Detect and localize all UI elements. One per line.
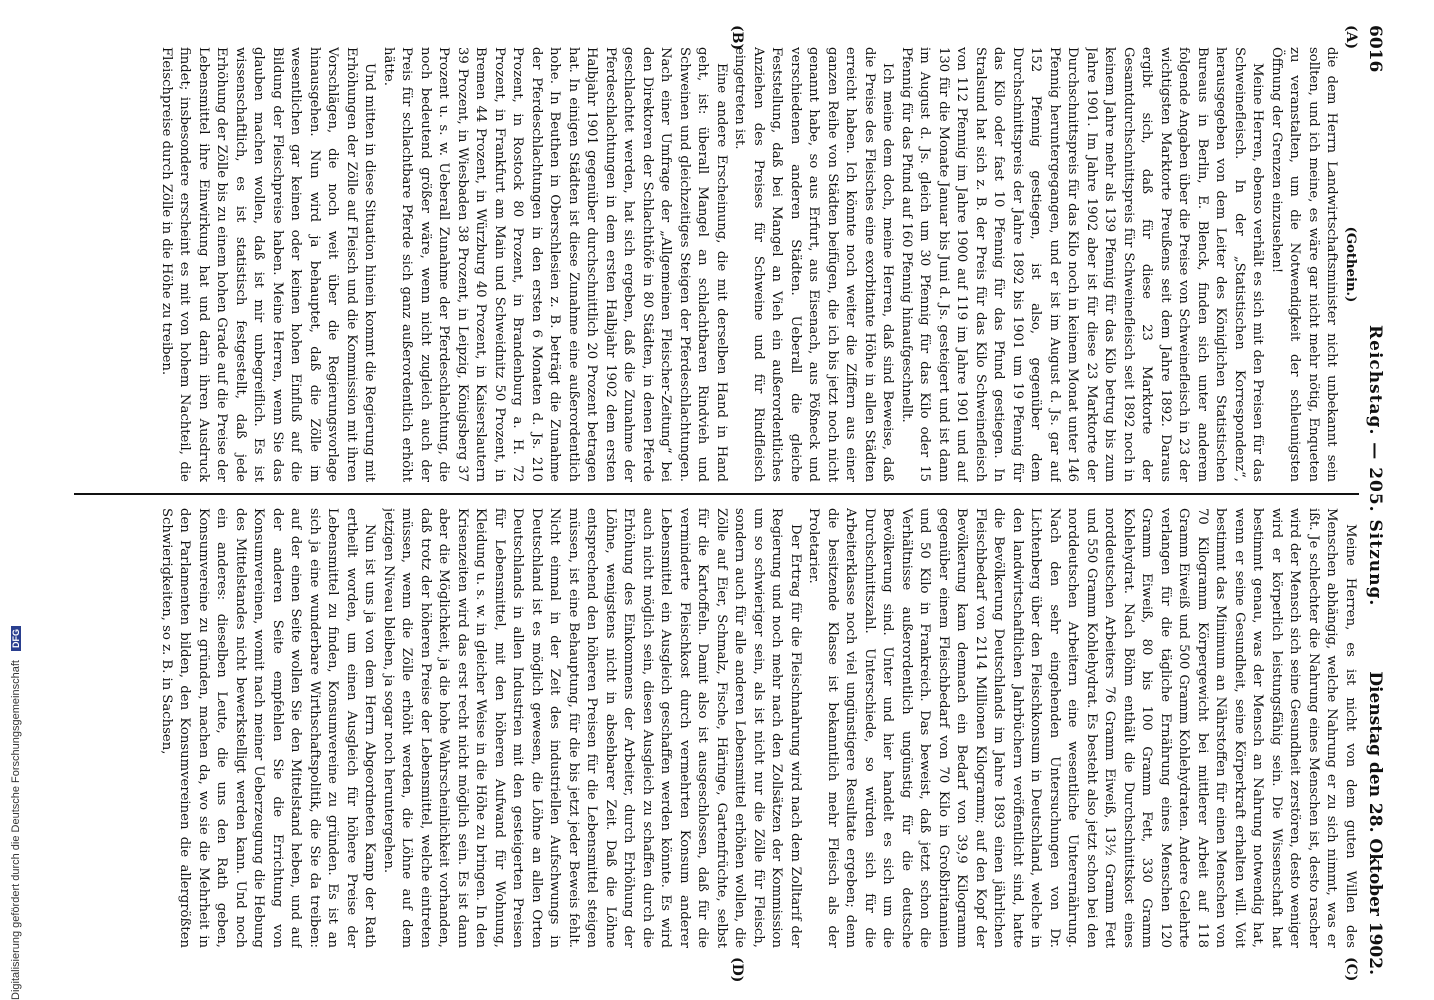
digitization-note-text: Digitalisierung gefördert durch die Deutsche Forschungsgemeinschaft [10,660,22,1000]
paragraph: Eine andere Erscheinung, die mit derselben Hand in Hand geht, ist: überall Mangel an schlachtbaren Rindvieh und Schweinen und gleichzeitiges Steigen der Pferdeschlachtungen. Nach einer Umfrage der „Allgemeinen Fleischer-Zeitung“ bei den Direktoren der Schlachthöfe in 80 Städten, in denen Pferde geschlachtet werden, hat sich ergeben, daß die Zunahme der Pferdeschlachtungen in dem ersten Halbjahr 1902 dem ersten Halbjahr 1901 gegenüber durchschnittlich 20 Prozent betragen hat. In einigen Städten ist diese Zunahme eine außerordentlich hohe. In Beuthen in Oberschlesien z. B. beträgt die Zunahme der Pferdeschlachtungen in den ersten 6 Monaten d. Js. 210 Prozent, in Rostock 80 Prozent, in Brandenburg a. H. 72 Prozent, in Frankfurt am Main und Schweidnitz 50 Prozent, in Bremen 44 Prozent, in Würzburg 40 Prozent, in Kaiserslautern 39 Prozent, in Wiesbaden 38 Prozent, in Leipzig, Königsberg 37 Prozent u. s. w. Ueberall Zunahme der Pferdeschlachtung, die noch bedeutend größer wäre, wenn nicht zugleich auch der Preis für schlachtbare Pferde sich ganz außerordentlich erhöht hätte. [381,47,729,482]
paragraph: die dem Herrn Landwirtschaftsminister nicht unbekannt sein sollten, und ich meine, es wäre gar nicht mehr nötig, Enqueten zu veranstalten, um die Notwendigkeit der schleunigsten Öffnung der Grenzen einzusehen! [1269,47,1340,482]
margin-marker-a: (A) [1343,25,1359,50]
paragraph: Meine Herren, es ist nicht von dem guten Willen des Menschen abhängig, welche Nahrung er zu sich nimmt, was er ißt. Je schlechter die Nahrung eines Menschen ist, desto rascher wird der Mensch sich seine Gesundheit zerstören, desto weniger wird er körperlich leistungsfähig sein. Die Wissenschaft hat bestimmt genau, was der Mensch an Nahrung notwendig hat, wenn er seine Gesundheit, seine Körperkraft erhalten will. Voit bestimmt das Minimum an Nährstoffen für einen Menschen von 70 Kilogramm Körpergewicht bei mittlerer Arbeit auf 118 Gramm Eiweiß und 500 Gramm Kohlehydraten. Andere Gelehrte verlangen für die tägliche Ernährung eines Menschen 120 Gramm Eiweiß, 80 bis 100 Gramm Fett, 330 Gramm Kohlehydrat. Nach Böhm enthält die Durchschnittskost eines norddeutschen Arbeiters 76 Gramm Eiweiß, 13½ Gramm Fett und 550 Gramm Kohlehydrat. Es besteht also jetzt schon bei den norddeutschen Arbeitern eine wesentliche Unterernährung. Nach den sehr eingehenden Untersuchungen von Dr. Lichtenberg über den Fleischkonsum in Deutschland, welche in den landwirtschaftlichen Jahrbüchern veröffentlicht sind, hatte die Bevölkerung Deutschlands im Jahre 1893 einen jährlichen Fleischbedarf von 2114 Millionen Kilogramm; auf den Kopf der Bevölkerung kam demnach ein Bedarf von 39,9 Kilogramm gegenüber einem Fleischbedarf von 70 Kilo in Großbritannien und 50 Kilo in Frankreich. Das beweist, daß jetzt schon die Verhältnisse außerordentlich ungünstig für die deutsche Bevölkerung sind. Unter und hier handelt es sich um die Durchschnittszahl. Unterschiede, so würden sich für die Arbeiterklasse noch viel ungünstigere Resultate ergeben; denn die besitzende Klasse ist bekanntlich mehr Fleisch als der Proletarier. [806,508,1358,948]
page-date: Dienstag den 28. Oktober 1902. [1365,671,1385,975]
paragraph: Und mitten in diese Situation hinein kommt die Regierung mit Erhöhungen der Zölle auf Fleisch und die Kommission mit ihren Vorschlägen, die noch weit über die Regierungsvorlage hinausgehen. Nun wird ja behauptet, daß die Zölle im wesentlichen gar keinen oder keinen hohen Einfluß auf die Bildung der Fleischpreise haben. Meine Herren, wenn Sie das glauben machen wollen, daß ist mir unbegreiflich. Es ist wissenschaftlich, es ist statistisch festgestellt, daß jede Erhöhung der Zölle bis zu einem hohen Grade auf die Preise der Lebensmittel ihre Einwirkung hat und darin ihren Ausdruck findet; insbesondere erscheint es mit von hohem Nachteil, die Fleischpreise durch Zölle in die Höhe zu treiben. [159,47,378,482]
dfg-logo: DFG [11,626,21,651]
digitization-note [10,10,24,1000]
right-column [74,508,1359,948]
paragraph: Der Ertrag für die Fleischnahrung wird nach dem Zolltarif der Regierung und noch mehr nach den Zollsätzen der Kommission um so schwieriger sein, als ist nicht nur die Zölle für Fleisch, sondern auch für alle anderen Lebensmittel erhöhen wollen, die Zölle auf Eier, Schmalz, Fische, Häringe, Gartenfrüchte, selbst für die Kartoffeln. Damit also ist ausgeschlossen, daß für die verminderte Fleischkost durch vermehrten Konsum anderer Lebensmittel ein Ausgleich geschaffen werden könnte. Es wird auch nicht möglich sein, diesen Ausgleich zu schaffen durch die Erhöhung des Einkommens der Arbeiter, durch Erhöhung der Löhne, wenigstens nicht in absehbarer Zeit. Daß die Löhne entsprechend den höheren Preisen für die Lebensmittel steigen müssen, ist eine Behauptung, für die bis jetzt jeder Beweis fehlt. Nicht einmal in der Zeit des industriellen Aufschwungs in Deutschland ist es möglich gewesen, die Löhne an allen Orten Deutschlands in allen Industrien mit den gesteigerten Preisen für Lebensmittel, mit den höheren Aufwand für Wohnung, Kleidung u. s. w. in gleicher Weise in die Höhe zu bringen. In den Krisenzeiten wird das erst recht nicht möglich sein. Es ist dann aber die Möglichkeit, ja die hohe Wahrscheinlichkeit vorhanden, daß trotz der höheren Preise der Lebensmittel, welche eintreten müssen, wenn die Zölle erhöht werden, die Löhne auf dem jetzigen Niveau bleiben, ja sogar noch heruntergehen. [381,508,803,948]
paragraph: Ich meine dem doch, meine Herren, daß sind Beweise, daß die Preise des Fleisches eine exorbitante Höhe in allen Städten erreicht haben. Ich könnte noch weiter die Ziffern aus einer ganzen Reihe von Städten beifügen, die ich bis jetzt noch nicht genannt habe, so aus Erfurt, aus Eisenach, aus Pößneck und verschiedenen anderen Städten. Ueberall die gleiche Feststellung, daß bei Mangel an Vieh ein außerordentliches Anziehen des Preises für Schweine und für Rindfleisch eingetreten ist. [732,47,896,482]
column-divider [74,493,1359,495]
page-header [1363,25,1385,975]
margin-marker-b: (B) [729,25,745,51]
margin-marker-d: (D) [729,957,745,983]
page-title: Reichstag. — 205. Sitzung. [1365,325,1385,607]
scanned-page [70,25,1385,983]
left-column [74,47,1359,482]
paragraph: Meine Herren, ebenso verhält es sich mit den Preisen für das Schweinefleisch. In der „Statistischen Korrespondenz“, herausgegeben von dem Leiter des Königlichen Statistischen Bureaus in Berlin, E. Blenck, finden sich unter anderem folgende Angaben über die Preise von Schweinefleisch in 23 der wichtigsten Marktorte Preußens seit dem Jahre 1892. Daraus ergibt sich, daß für diese 23 Marktorte der Gesamtdurchschnittspreis für Schweinefleisch seit 1892 noch in keinem Jahre mehr als 139 Pfennig für das Kilo betrug bis zum Jahre 1901. Im Jahre 1902 aber ist für diese 23 Marktorte der Durchschnittspreis für das Kilo noch in keinem Monat unter 146 Pfennig heruntergegangen, und er ist im August d. Js. gar auf 152 Pfennig gestiegen, ist also, gegenüber dem Durchschnittspreis der Jahre 1892 bis 1901 um 19 Pfennig für das Kilo oder fast 10 Pfennig für das Pfund gestiegen. In Stralsund hat sich z. B. der Preis für das Kilo Schweinefleisch von 112 Pfennig im Jahre 1900 auf 119 im Jahre 1901 und auf 130 für die Monate Januar bis Juni d. Js. gesteigert und ist dann im August d. Js. gleich um 30 Pfennig für das Kilo oder 15 Pfennig für das Pfund auf 160 Pfennig hinaufgeschnellt. [899,47,1266,482]
paragraph: Nun ist uns ja von dem Herrn Abgeordneten Kamp der Rath ertheilt worden, um einen Ausgleich für höhere Preise der Lebensmittel zu finden, Konsumvereine zu gründen. Es ist an sich ja eine wunderbare Wirthschaftspolitik, die Sie da treiben: auf der einen Seite wollen Sie den Mittelstand heben, und auf der anderen Seite empfehlen Sie die Errichtung von Konsumvereinen, womit nach meiner Ueberzeugung die Hebung des Mittelstandes nicht bewerkstelligt werden kann. Und noch ein anderes: dieselben Leute, die uns den Rath geben, Konsumvereine zu gründen, machen da, wo sie die Mehrheit in den Parlamenten bilden, den Konsumvereinen die allergrößten Schwierigkeiten, so z. B. in Sachsen, [159,508,378,948]
speaker-name: (Gothein.) [1343,226,1358,303]
page-number: 6016 [1365,25,1385,73]
margin-marker-c: (C) [1343,957,1359,982]
